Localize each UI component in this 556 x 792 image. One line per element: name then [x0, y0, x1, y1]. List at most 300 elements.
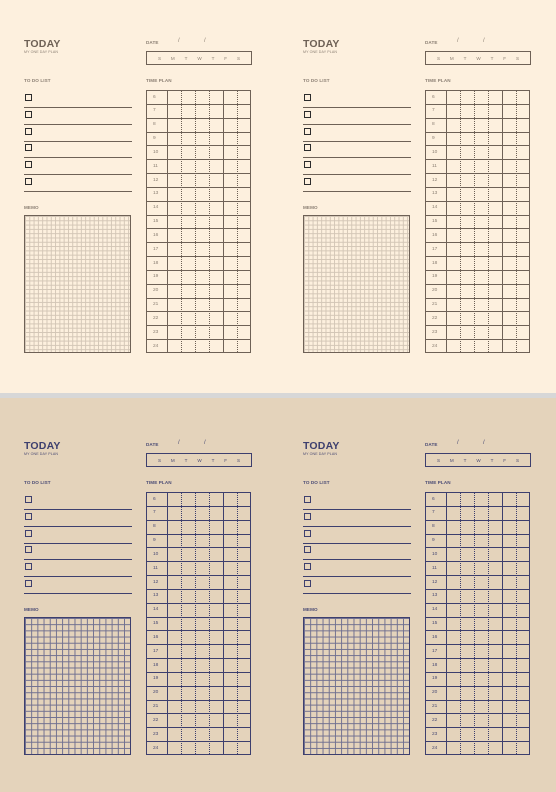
- time-column-divider: [181, 91, 182, 352]
- time-row[interactable]: [426, 299, 529, 313]
- time-column-divider: [488, 91, 489, 352]
- date-separator: /: [204, 440, 206, 446]
- hour-label: 14: [432, 607, 438, 613]
- time-column-divider: [167, 493, 168, 754]
- time-plan-table: [425, 492, 530, 755]
- hour-label: 10: [432, 149, 438, 155]
- todo-item[interactable]: [303, 494, 411, 510]
- hour-label: 7: [153, 510, 156, 516]
- hour-label: 20: [432, 288, 438, 294]
- checkbox[interactable]: [304, 161, 311, 168]
- time-row[interactable]: [426, 562, 529, 576]
- time-row[interactable]: [147, 119, 250, 133]
- checkbox[interactable]: [25, 94, 32, 101]
- planner-subtitle: MY ONE DAY PLAN: [303, 452, 338, 456]
- todo-item[interactable]: [303, 511, 411, 527]
- hour-label: 16: [153, 232, 159, 238]
- weekday-2[interactable]: T: [463, 457, 467, 463]
- time-row[interactable]: [426, 590, 529, 604]
- time-plan-label: TIME PLAN: [425, 78, 451, 83]
- hour-label: 21: [432, 302, 438, 308]
- time-row[interactable]: [147, 590, 250, 604]
- hour-label: 6: [153, 496, 156, 502]
- planner-title: TODAY: [24, 440, 61, 452]
- date-label: DATE: [146, 442, 159, 447]
- time-row[interactable]: [147, 493, 250, 507]
- planner-subtitle: MY ONE DAY PLAN: [24, 50, 59, 54]
- time-row[interactable]: [147, 576, 250, 590]
- time-row[interactable]: [426, 659, 529, 673]
- time-row[interactable]: [147, 687, 250, 701]
- todo-list-label: TO DO LIST: [24, 480, 51, 485]
- hour-label: 23: [432, 329, 438, 335]
- todo-item[interactable]: [24, 126, 132, 142]
- hour-label: 13: [153, 593, 159, 599]
- checkbox[interactable]: [304, 513, 311, 520]
- date-label: DATE: [146, 40, 159, 45]
- hour-label: 22: [432, 717, 438, 723]
- todo-item[interactable]: [24, 176, 132, 192]
- time-plan-table: [146, 90, 251, 353]
- hour-label: 22: [153, 315, 159, 321]
- time-row[interactable]: [426, 91, 529, 105]
- hour-label: 24: [153, 745, 159, 751]
- time-row[interactable]: [426, 631, 529, 645]
- date-label: DATE: [425, 442, 438, 447]
- time-row[interactable]: [426, 687, 529, 701]
- hour-label: 22: [432, 315, 438, 321]
- hour-label: 23: [432, 731, 438, 737]
- weekday-6[interactable]: S: [236, 55, 241, 61]
- hour-label: 12: [153, 177, 159, 183]
- memo-grid[interactable]: [303, 215, 410, 353]
- time-plan-label: TIME PLAN: [425, 480, 451, 485]
- time-row[interactable]: [426, 202, 529, 216]
- hour-label: 20: [153, 690, 159, 696]
- weekday-2[interactable]: T: [463, 55, 467, 61]
- time-row[interactable]: [147, 91, 250, 105]
- hour-label: 9: [432, 136, 435, 142]
- weekday-2[interactable]: T: [184, 55, 188, 61]
- checkbox[interactable]: [304, 530, 311, 537]
- time-row[interactable]: [426, 119, 529, 133]
- weekday-selector: [146, 453, 252, 467]
- hour-label: 8: [153, 524, 156, 530]
- time-row[interactable]: [147, 618, 250, 632]
- checkbox[interactable]: [304, 546, 311, 553]
- hour-label: 11: [432, 163, 437, 169]
- hour-label: 18: [153, 260, 159, 266]
- weekday-1[interactable]: M: [449, 457, 454, 463]
- time-row[interactable]: [147, 299, 250, 313]
- weekday-selector: [425, 453, 531, 467]
- time-row[interactable]: [426, 174, 529, 188]
- time-row[interactable]: [147, 188, 250, 202]
- time-column-divider: [195, 91, 196, 352]
- time-row[interactable]: [426, 216, 529, 230]
- date-separator: /: [483, 38, 485, 44]
- time-column-divider: [474, 91, 475, 352]
- hour-label: 10: [153, 149, 159, 155]
- todo-item[interactable]: [24, 92, 132, 108]
- memo-label: MEMO: [303, 205, 318, 210]
- hour-label: 21: [153, 704, 159, 710]
- hour-label: 16: [153, 634, 159, 640]
- time-row[interactable]: [426, 701, 529, 715]
- time-row[interactable]: [147, 604, 250, 618]
- time-row[interactable]: [426, 673, 529, 687]
- checkbox[interactable]: [25, 178, 32, 185]
- time-plan-table: [146, 492, 251, 755]
- time-row[interactable]: [147, 340, 250, 354]
- hour-label: 8: [432, 524, 435, 530]
- hour-label: 19: [432, 676, 438, 682]
- todo-item[interactable]: [303, 92, 411, 108]
- time-row[interactable]: [147, 285, 250, 299]
- checkbox[interactable]: [304, 178, 311, 185]
- time-row[interactable]: [426, 257, 529, 271]
- hour-label: 17: [153, 648, 159, 654]
- date-separator: /: [178, 38, 180, 44]
- weekday-3[interactable]: W: [476, 55, 481, 61]
- hour-label: 6: [432, 496, 435, 502]
- checkbox[interactable]: [25, 530, 32, 537]
- time-row[interactable]: [426, 243, 529, 257]
- time-row[interactable]: [147, 133, 250, 147]
- hour-label: 22: [153, 717, 159, 723]
- time-row[interactable]: [147, 507, 250, 521]
- time-row[interactable]: [147, 631, 250, 645]
- todo-item[interactable]: [24, 561, 132, 577]
- checkbox[interactable]: [25, 580, 32, 587]
- hour-label: 17: [432, 648, 438, 654]
- weekday-1[interactable]: M: [170, 457, 175, 463]
- weekday-5[interactable]: F: [224, 55, 228, 61]
- hour-label: 8: [153, 122, 156, 128]
- time-row[interactable]: [147, 701, 250, 715]
- time-row[interactable]: [147, 216, 250, 230]
- time-column-divider: [237, 91, 238, 352]
- time-row[interactable]: [426, 548, 529, 562]
- hour-label: 18: [432, 662, 438, 668]
- hour-label: 21: [432, 704, 438, 710]
- hour-label: 21: [153, 302, 159, 308]
- planner-subtitle: MY ONE DAY PLAN: [24, 452, 59, 456]
- time-row[interactable]: [147, 160, 250, 174]
- weekday-0[interactable]: S: [157, 457, 162, 463]
- weekday-1[interactable]: M: [170, 55, 175, 61]
- hour-label: 18: [153, 662, 159, 668]
- hour-label: 13: [432, 593, 438, 599]
- hour-label: 12: [432, 177, 438, 183]
- weekday-2[interactable]: T: [184, 457, 188, 463]
- todo-item[interactable]: [24, 544, 132, 560]
- weekday-1[interactable]: M: [449, 55, 454, 61]
- date-separator: /: [457, 440, 459, 446]
- hour-label: 16: [432, 634, 438, 640]
- time-plan-table: [425, 90, 530, 353]
- checkbox[interactable]: [304, 94, 311, 101]
- time-column-divider: [181, 493, 182, 754]
- time-row[interactable]: [147, 714, 250, 728]
- weekday-0[interactable]: S: [436, 457, 441, 463]
- time-row[interactable]: [147, 521, 250, 535]
- time-row[interactable]: [147, 271, 250, 285]
- time-column-divider: [167, 91, 168, 352]
- planner-subtitle: MY ONE DAY PLAN: [303, 50, 338, 54]
- weekday-4[interactable]: T: [490, 55, 494, 61]
- hour-label: 24: [153, 343, 159, 349]
- time-column-divider: [460, 91, 461, 352]
- time-row[interactable]: [426, 133, 529, 147]
- hour-label: 14: [153, 205, 159, 211]
- date-separator: /: [178, 440, 180, 446]
- hour-label: 20: [153, 288, 159, 294]
- hour-label: 7: [432, 108, 435, 114]
- todo-list-label: TO DO LIST: [303, 480, 330, 485]
- time-column-divider: [223, 91, 224, 352]
- time-plan-label: TIME PLAN: [146, 78, 172, 83]
- hour-label: 11: [153, 163, 158, 169]
- time-column-divider: [237, 493, 238, 754]
- time-column-divider: [502, 91, 503, 352]
- todo-item[interactable]: [24, 511, 132, 527]
- checkbox[interactable]: [304, 580, 311, 587]
- time-row[interactable]: [147, 742, 250, 756]
- time-row[interactable]: [426, 312, 529, 326]
- time-column-divider: [195, 493, 196, 754]
- time-row[interactable]: [426, 160, 529, 174]
- memo-grid[interactable]: [24, 617, 131, 755]
- hour-label: 6: [432, 94, 435, 100]
- weekday-5[interactable]: F: [224, 457, 228, 463]
- time-row[interactable]: [147, 562, 250, 576]
- time-column-divider: [474, 493, 475, 754]
- time-row[interactable]: [426, 507, 529, 521]
- day-planner-3: [24, 440, 264, 770]
- todo-item[interactable]: [24, 528, 132, 544]
- time-row[interactable]: [147, 202, 250, 216]
- day-planner-2: [303, 38, 543, 368]
- time-column-divider: [223, 493, 224, 754]
- weekday-5[interactable]: F: [503, 55, 507, 61]
- time-row[interactable]: [147, 174, 250, 188]
- hour-label: 20: [432, 690, 438, 696]
- hour-label: 15: [153, 621, 159, 627]
- time-column-divider: [209, 493, 210, 754]
- hour-label: 9: [432, 538, 435, 544]
- hour-label: 7: [432, 510, 435, 516]
- todo-item[interactable]: [303, 142, 411, 158]
- time-row[interactable]: [426, 728, 529, 742]
- hour-label: 9: [153, 538, 156, 544]
- date-separator: /: [483, 440, 485, 446]
- checkbox[interactable]: [304, 144, 311, 151]
- weekday-4[interactable]: T: [490, 457, 494, 463]
- time-row[interactable]: [147, 243, 250, 257]
- time-row[interactable]: [426, 521, 529, 535]
- time-row[interactable]: [426, 271, 529, 285]
- weekday-4[interactable]: T: [211, 55, 215, 61]
- time-column-divider: [502, 493, 503, 754]
- memo-label: MEMO: [24, 607, 39, 612]
- hour-label: 24: [432, 343, 438, 349]
- time-row[interactable]: [426, 188, 529, 202]
- weekday-6[interactable]: S: [236, 457, 241, 463]
- weekday-4[interactable]: T: [211, 457, 215, 463]
- time-row[interactable]: [426, 645, 529, 659]
- todo-item[interactable]: [24, 578, 132, 594]
- time-row[interactable]: [426, 229, 529, 243]
- checkbox[interactable]: [25, 496, 32, 503]
- time-row[interactable]: [147, 146, 250, 160]
- time-row[interactable]: [147, 326, 250, 340]
- time-row[interactable]: [426, 604, 529, 618]
- time-row[interactable]: [147, 105, 250, 119]
- time-column-divider: [446, 91, 447, 352]
- weekday-3[interactable]: W: [197, 55, 202, 61]
- time-row[interactable]: [426, 576, 529, 590]
- hour-label: 15: [153, 219, 159, 225]
- time-row[interactable]: [426, 493, 529, 507]
- time-row[interactable]: [147, 673, 250, 687]
- todo-item[interactable]: [24, 494, 132, 510]
- hour-label: 11: [153, 565, 158, 571]
- hour-label: 14: [432, 205, 438, 211]
- hour-label: 10: [153, 551, 159, 557]
- checkbox[interactable]: [25, 161, 32, 168]
- hour-label: 6: [153, 94, 156, 100]
- todo-item[interactable]: [303, 159, 411, 175]
- weekday-selector: [425, 51, 531, 65]
- hour-label: 23: [153, 329, 159, 335]
- hour-label: 19: [153, 676, 159, 682]
- day-planner-1: [24, 38, 264, 368]
- todo-item[interactable]: [303, 578, 411, 594]
- hour-label: 12: [432, 579, 438, 585]
- time-row[interactable]: [426, 340, 529, 354]
- todo-item[interactable]: [303, 109, 411, 125]
- day-planner-4: [303, 440, 543, 770]
- time-row[interactable]: [426, 105, 529, 119]
- weekday-0[interactable]: S: [157, 55, 162, 61]
- checkbox[interactable]: [25, 144, 32, 151]
- time-row[interactable]: [147, 229, 250, 243]
- time-row[interactable]: [426, 285, 529, 299]
- checkbox[interactable]: [25, 513, 32, 520]
- hour-label: 17: [432, 246, 438, 252]
- hour-label: 17: [153, 246, 159, 252]
- memo-grid[interactable]: [303, 617, 410, 755]
- time-column-divider: [488, 493, 489, 754]
- hour-label: 8: [432, 122, 435, 128]
- date-label: DATE: [425, 40, 438, 45]
- hour-label: 19: [153, 274, 159, 280]
- time-plan-label: TIME PLAN: [146, 480, 172, 485]
- weekday-6[interactable]: S: [515, 457, 520, 463]
- planner-title: TODAY: [24, 38, 61, 50]
- checkbox[interactable]: [304, 128, 311, 135]
- hour-label: 7: [153, 108, 156, 114]
- todo-item[interactable]: [303, 561, 411, 577]
- checkbox[interactable]: [304, 563, 311, 570]
- hour-label: 15: [432, 621, 438, 627]
- todo-item[interactable]: [24, 159, 132, 175]
- date-separator: /: [204, 38, 206, 44]
- time-row[interactable]: [426, 742, 529, 756]
- hour-label: 18: [432, 260, 438, 266]
- todo-list-label: TO DO LIST: [303, 78, 330, 83]
- todo-item[interactable]: [303, 544, 411, 560]
- time-row[interactable]: [426, 326, 529, 340]
- memo-label: MEMO: [24, 205, 39, 210]
- todo-list-label: TO DO LIST: [24, 78, 51, 83]
- hour-label: 16: [432, 232, 438, 238]
- weekday-selector: [146, 51, 252, 65]
- planner-title: TODAY: [303, 38, 340, 50]
- weekday-3[interactable]: W: [197, 457, 202, 463]
- time-row[interactable]: [147, 659, 250, 673]
- todo-item[interactable]: [303, 176, 411, 192]
- hour-label: 23: [153, 731, 159, 737]
- hour-label: 11: [432, 565, 437, 571]
- memo-grid[interactable]: [24, 215, 131, 353]
- memo-label: MEMO: [303, 607, 318, 612]
- weekday-5[interactable]: F: [503, 457, 507, 463]
- time-row[interactable]: [426, 618, 529, 632]
- hour-label: 24: [432, 745, 438, 751]
- time-row[interactable]: [426, 535, 529, 549]
- time-row[interactable]: [147, 645, 250, 659]
- weekday-3[interactable]: W: [476, 457, 481, 463]
- hour-label: 12: [153, 579, 159, 585]
- hour-label: 14: [153, 607, 159, 613]
- weekday-6[interactable]: S: [515, 55, 520, 61]
- time-row[interactable]: [147, 535, 250, 549]
- todo-item[interactable]: [303, 126, 411, 142]
- checkbox[interactable]: [25, 563, 32, 570]
- planner-title: TODAY: [303, 440, 340, 452]
- hour-label: 13: [153, 191, 159, 197]
- checkbox[interactable]: [304, 111, 311, 118]
- time-column-divider: [209, 91, 210, 352]
- todo-item[interactable]: [24, 142, 132, 158]
- hour-label: 10: [432, 551, 438, 557]
- todo-item[interactable]: [303, 528, 411, 544]
- date-separator: /: [457, 38, 459, 44]
- time-row[interactable]: [147, 312, 250, 326]
- time-row[interactable]: [426, 146, 529, 160]
- hour-label: 15: [432, 219, 438, 225]
- time-column-divider: [516, 493, 517, 754]
- checkbox[interactable]: [25, 546, 32, 553]
- checkbox[interactable]: [304, 496, 311, 503]
- todo-item[interactable]: [24, 109, 132, 125]
- time-row[interactable]: [426, 714, 529, 728]
- time-row[interactable]: [147, 257, 250, 271]
- hour-label: 13: [432, 191, 438, 197]
- hour-label: 19: [432, 274, 438, 280]
- checkbox[interactable]: [25, 111, 32, 118]
- checkbox[interactable]: [25, 128, 32, 135]
- time-row[interactable]: [147, 548, 250, 562]
- time-column-divider: [446, 493, 447, 754]
- time-column-divider: [460, 493, 461, 754]
- time-row[interactable]: [147, 728, 250, 742]
- weekday-0[interactable]: S: [436, 55, 441, 61]
- hour-label: 9: [153, 136, 156, 142]
- time-column-divider: [516, 91, 517, 352]
